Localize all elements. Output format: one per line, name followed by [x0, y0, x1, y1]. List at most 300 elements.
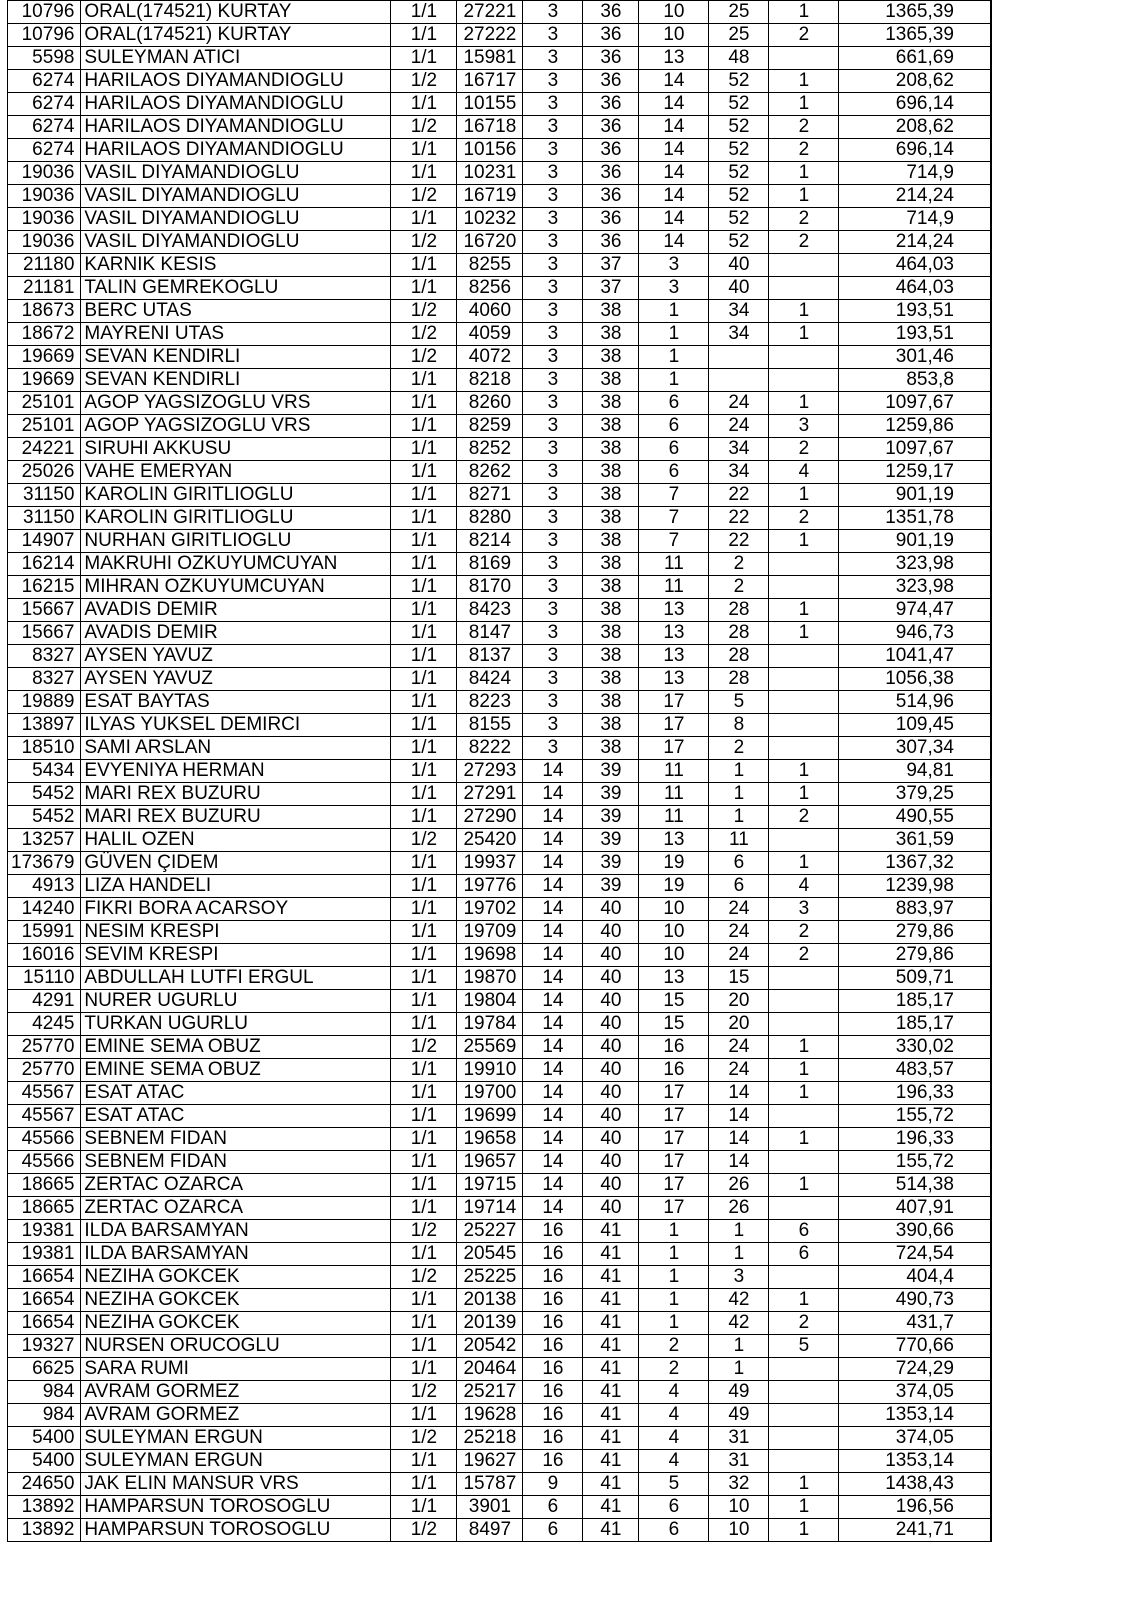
table-row — [8, 553, 991, 576]
plot-a-cell: 19 — [639, 875, 709, 898]
sequence-cell: 2 — [769, 806, 839, 829]
owner-name-cell: MIHRAN OZKUYUMCUYAN — [81, 576, 391, 599]
parcel-no-cell: 8497 — [457, 1519, 523, 1542]
plot-b-cell: 28 — [709, 645, 769, 668]
plot-b-cell: 1 — [709, 1335, 769, 1358]
table-row — [8, 93, 991, 116]
table-row — [8, 1289, 991, 1312]
owner-name-cell: GÜVEN ÇIDEM — [81, 852, 391, 875]
parcel-no-cell: 25225 — [457, 1266, 523, 1289]
block-b-cell: 38 — [583, 369, 639, 392]
block-b-cell: 39 — [583, 783, 639, 806]
record-id-cell: 21180 — [8, 254, 81, 277]
plot-b-cell: 34 — [709, 438, 769, 461]
amount-cell: 490,55 — [839, 806, 991, 829]
block-a-cell: 14 — [523, 1174, 583, 1197]
owner-name-cell: EMINE SEMA OBUZ — [81, 1059, 391, 1082]
plot-a-cell: 11 — [639, 806, 709, 829]
block-a-cell: 3 — [523, 254, 583, 277]
table-row — [8, 875, 991, 898]
record-id-cell: 8327 — [8, 668, 81, 691]
plot-b-cell: 40 — [709, 277, 769, 300]
owner-name-cell: LIZA HANDELI — [81, 875, 391, 898]
record-id-cell: 25026 — [8, 461, 81, 484]
sequence-cell — [769, 576, 839, 599]
record-id-cell: 19381 — [8, 1220, 81, 1243]
share-cell: 1/1 — [391, 1, 457, 24]
amount-cell: 196,33 — [839, 1128, 991, 1151]
record-id-cell: 19036 — [8, 185, 81, 208]
record-id-cell: 5400 — [8, 1427, 81, 1450]
parcel-no-cell: 16718 — [457, 116, 523, 139]
plot-b-cell: 40 — [709, 254, 769, 277]
sequence-cell: 1 — [769, 783, 839, 806]
amount-cell: 724,29 — [839, 1358, 991, 1381]
amount-cell: 196,56 — [839, 1496, 991, 1519]
amount-cell: 1097,67 — [839, 438, 991, 461]
plot-b-cell: 52 — [709, 162, 769, 185]
amount-cell: 214,24 — [839, 231, 991, 254]
parcel-no-cell: 8262 — [457, 461, 523, 484]
record-id-cell: 5434 — [8, 760, 81, 783]
record-id-cell: 18673 — [8, 300, 81, 323]
table-row — [8, 392, 991, 415]
owner-name-cell: VASIL DIYAMANDIOGLU — [81, 185, 391, 208]
block-b-cell: 36 — [583, 208, 639, 231]
block-b-cell: 39 — [583, 760, 639, 783]
table-row — [8, 1427, 991, 1450]
block-a-cell: 3 — [523, 484, 583, 507]
owner-name-cell: SARA RUMI — [81, 1358, 391, 1381]
parcel-no-cell: 10231 — [457, 162, 523, 185]
plot-b-cell: 25 — [709, 24, 769, 47]
share-cell: 1/1 — [391, 369, 457, 392]
block-b-cell: 40 — [583, 921, 639, 944]
block-b-cell: 39 — [583, 875, 639, 898]
owner-name-cell: ESAT BAYTAS — [81, 691, 391, 714]
parcel-no-cell: 19628 — [457, 1404, 523, 1427]
share-cell: 1/1 — [391, 898, 457, 921]
block-b-cell: 38 — [583, 392, 639, 415]
amount-cell: 330,02 — [839, 1036, 991, 1059]
owner-name-cell: HAMPARSUN TOROSOGLU — [81, 1519, 391, 1542]
share-cell: 1/1 — [391, 254, 457, 277]
block-a-cell: 3 — [523, 208, 583, 231]
table-row — [8, 231, 991, 254]
plot-b-cell: 42 — [709, 1289, 769, 1312]
owner-name-cell: ESAT ATAC — [81, 1082, 391, 1105]
parcel-no-cell: 20542 — [457, 1335, 523, 1358]
sequence-cell — [769, 737, 839, 760]
plot-a-cell: 19 — [639, 852, 709, 875]
amount-cell: 185,17 — [839, 990, 991, 1013]
record-id-cell: 14240 — [8, 898, 81, 921]
parcel-no-cell: 25569 — [457, 1036, 523, 1059]
block-a-cell: 3 — [523, 714, 583, 737]
owner-name-cell: HARILAOS DIYAMANDIOGLU — [81, 70, 391, 93]
plot-a-cell: 17 — [639, 1105, 709, 1128]
share-cell: 1/1 — [391, 415, 457, 438]
owner-name-cell: SULEYMAN ERGUN — [81, 1450, 391, 1473]
parcel-no-cell: 8214 — [457, 530, 523, 553]
table-row — [8, 70, 991, 93]
amount-cell: 214,24 — [839, 185, 991, 208]
table-row — [8, 645, 991, 668]
share-cell: 1/1 — [391, 1496, 457, 1519]
parcel-no-cell: 3901 — [457, 1496, 523, 1519]
owner-name-cell: AYSEN YAVUZ — [81, 668, 391, 691]
owner-name-cell: VAHE EMERYAN — [81, 461, 391, 484]
plot-b-cell: 10 — [709, 1496, 769, 1519]
owner-name-cell: NURSEN ORUCOGLU — [81, 1335, 391, 1358]
share-cell: 1/2 — [391, 1427, 457, 1450]
share-cell: 1/2 — [391, 829, 457, 852]
sequence-cell: 1 — [769, 1, 839, 24]
plot-b-cell: 28 — [709, 599, 769, 622]
share-cell: 1/2 — [391, 185, 457, 208]
plot-a-cell: 11 — [639, 783, 709, 806]
amount-cell: 1097,67 — [839, 392, 991, 415]
block-a-cell: 3 — [523, 645, 583, 668]
amount-cell: 661,69 — [839, 47, 991, 70]
plot-a-cell: 14 — [639, 116, 709, 139]
plot-b-cell: 1 — [709, 760, 769, 783]
owner-name-cell: EVYENIYA HERMAN — [81, 760, 391, 783]
block-a-cell: 16 — [523, 1358, 583, 1381]
owner-name-cell: SEVAN KENDIRLI — [81, 369, 391, 392]
block-a-cell: 3 — [523, 1, 583, 24]
table-row — [8, 1450, 991, 1473]
block-a-cell: 14 — [523, 967, 583, 990]
sequence-cell: 1 — [769, 599, 839, 622]
record-id-cell: 4291 — [8, 990, 81, 1013]
plot-a-cell: 17 — [639, 1128, 709, 1151]
block-b-cell: 38 — [583, 645, 639, 668]
parcel-no-cell: 10156 — [457, 139, 523, 162]
plot-b-cell: 14 — [709, 1105, 769, 1128]
plot-a-cell: 6 — [639, 415, 709, 438]
sequence-cell: 2 — [769, 507, 839, 530]
amount-cell: 208,62 — [839, 70, 991, 93]
sequence-cell: 1 — [769, 484, 839, 507]
sequence-cell: 1 — [769, 760, 839, 783]
parcel-no-cell: 4059 — [457, 323, 523, 346]
share-cell: 1/1 — [391, 921, 457, 944]
owner-name-cell: MAYRENI UTAS — [81, 323, 391, 346]
sequence-cell: 2 — [769, 208, 839, 231]
parcel-no-cell: 16720 — [457, 231, 523, 254]
block-b-cell: 40 — [583, 1174, 639, 1197]
table-row — [8, 1243, 991, 1266]
share-cell: 1/1 — [391, 714, 457, 737]
plot-a-cell: 7 — [639, 530, 709, 553]
owner-name-cell: SEVAN KENDIRLI — [81, 346, 391, 369]
owner-name-cell: MARI REX BUZURU — [81, 783, 391, 806]
plot-a-cell: 10 — [639, 944, 709, 967]
share-cell: 1/2 — [391, 1519, 457, 1542]
plot-a-cell: 14 — [639, 208, 709, 231]
plot-b-cell: 1 — [709, 1243, 769, 1266]
sequence-cell: 1 — [769, 392, 839, 415]
block-b-cell: 41 — [583, 1496, 639, 1519]
plot-a-cell: 15 — [639, 1013, 709, 1036]
share-cell: 1/1 — [391, 208, 457, 231]
parcel-no-cell: 8255 — [457, 254, 523, 277]
sequence-cell — [769, 1358, 839, 1381]
block-b-cell: 40 — [583, 944, 639, 967]
table-row — [8, 1082, 991, 1105]
parcel-no-cell: 8169 — [457, 553, 523, 576]
share-cell: 1/1 — [391, 967, 457, 990]
plot-a-cell: 14 — [639, 93, 709, 116]
record-id-cell: 16654 — [8, 1289, 81, 1312]
share-cell: 1/1 — [391, 1404, 457, 1427]
block-b-cell: 38 — [583, 576, 639, 599]
record-id-cell: 13257 — [8, 829, 81, 852]
plot-a-cell: 6 — [639, 392, 709, 415]
plot-b-cell: 1 — [709, 1358, 769, 1381]
plot-b-cell: 6 — [709, 852, 769, 875]
table-row — [8, 1381, 991, 1404]
plot-a-cell: 10 — [639, 898, 709, 921]
owner-name-cell: NURHAN GIRITLIOGLU — [81, 530, 391, 553]
parcel-no-cell: 8424 — [457, 668, 523, 691]
parcel-no-cell: 8271 — [457, 484, 523, 507]
plot-a-cell: 7 — [639, 484, 709, 507]
sequence-cell: 2 — [769, 944, 839, 967]
record-id-cell: 19889 — [8, 691, 81, 714]
block-b-cell: 36 — [583, 70, 639, 93]
owner-name-cell: NESIM KRESPI — [81, 921, 391, 944]
plot-b-cell: 52 — [709, 93, 769, 116]
sequence-cell — [769, 829, 839, 852]
records-table-body — [8, 1, 991, 1542]
parcel-no-cell: 8252 — [457, 438, 523, 461]
amount-cell: 323,98 — [839, 576, 991, 599]
share-cell: 1/2 — [391, 116, 457, 139]
plot-a-cell: 1 — [639, 1220, 709, 1243]
owner-name-cell: HARILAOS DIYAMANDIOGLU — [81, 139, 391, 162]
plot-b-cell: 8 — [709, 714, 769, 737]
plot-b-cell: 2 — [709, 737, 769, 760]
block-a-cell: 3 — [523, 599, 583, 622]
owner-name-cell: JAK ELIN MANSUR VRS — [81, 1473, 391, 1496]
sequence-cell: 1 — [769, 162, 839, 185]
block-b-cell: 41 — [583, 1450, 639, 1473]
block-a-cell: 14 — [523, 760, 583, 783]
block-b-cell: 40 — [583, 898, 639, 921]
record-id-cell: 4245 — [8, 1013, 81, 1036]
amount-cell: 379,25 — [839, 783, 991, 806]
plot-a-cell: 13 — [639, 967, 709, 990]
sequence-cell: 1 — [769, 1519, 839, 1542]
table-row — [8, 369, 991, 392]
plot-a-cell: 17 — [639, 1151, 709, 1174]
block-a-cell: 3 — [523, 668, 583, 691]
plot-a-cell: 4 — [639, 1427, 709, 1450]
table-row — [8, 1013, 991, 1036]
record-id-cell: 16016 — [8, 944, 81, 967]
block-a-cell: 3 — [523, 162, 583, 185]
parcel-no-cell: 8223 — [457, 691, 523, 714]
owner-name-cell: SEBNEM FIDAN — [81, 1151, 391, 1174]
sequence-cell — [769, 645, 839, 668]
parcel-no-cell: 19657 — [457, 1151, 523, 1174]
block-b-cell: 37 — [583, 277, 639, 300]
plot-b-cell: 31 — [709, 1450, 769, 1473]
sequence-cell — [769, 714, 839, 737]
record-id-cell: 24221 — [8, 438, 81, 461]
plot-b-cell: 49 — [709, 1404, 769, 1427]
owner-name-cell: AGOP YAGSIZOGLU VRS — [81, 392, 391, 415]
table-row — [8, 921, 991, 944]
block-b-cell: 40 — [583, 1082, 639, 1105]
owner-name-cell: VASIL DIYAMANDIOGLU — [81, 162, 391, 185]
sequence-cell: 1 — [769, 1473, 839, 1496]
plot-a-cell: 1 — [639, 1243, 709, 1266]
amount-cell: 514,96 — [839, 691, 991, 714]
plot-a-cell: 13 — [639, 622, 709, 645]
owner-name-cell: NEZIHA GOKCEK — [81, 1266, 391, 1289]
plot-b-cell: 22 — [709, 530, 769, 553]
record-id-cell: 45567 — [8, 1105, 81, 1128]
plot-a-cell: 6 — [639, 438, 709, 461]
block-a-cell: 3 — [523, 139, 583, 162]
plot-a-cell: 16 — [639, 1059, 709, 1082]
table-row — [8, 346, 991, 369]
share-cell: 1/1 — [391, 944, 457, 967]
amount-cell: 1367,32 — [839, 852, 991, 875]
block-a-cell: 3 — [523, 530, 583, 553]
block-b-cell: 36 — [583, 93, 639, 116]
parcel-no-cell: 8137 — [457, 645, 523, 668]
block-a-cell: 16 — [523, 1381, 583, 1404]
block-b-cell: 37 — [583, 254, 639, 277]
parcel-no-cell: 16717 — [457, 70, 523, 93]
block-a-cell: 9 — [523, 1473, 583, 1496]
owner-name-cell: ORAL(174521) KURTAY — [81, 24, 391, 47]
block-a-cell: 16 — [523, 1220, 583, 1243]
block-a-cell: 3 — [523, 622, 583, 645]
owner-name-cell: ZERTAC OZARCA — [81, 1174, 391, 1197]
sequence-cell: 1 — [769, 93, 839, 116]
block-b-cell: 40 — [583, 1036, 639, 1059]
sequence-cell — [769, 1450, 839, 1473]
share-cell: 1/1 — [391, 1358, 457, 1381]
block-a-cell: 6 — [523, 1519, 583, 1542]
block-a-cell: 14 — [523, 1151, 583, 1174]
block-b-cell: 40 — [583, 990, 639, 1013]
record-id-cell: 21181 — [8, 277, 81, 300]
record-id-cell: 19381 — [8, 1243, 81, 1266]
block-b-cell: 40 — [583, 1151, 639, 1174]
sequence-cell: 6 — [769, 1243, 839, 1266]
owner-name-cell: TALIN GEMREKOGLU — [81, 277, 391, 300]
owner-name-cell: AVRAM GORMEZ — [81, 1404, 391, 1427]
owner-name-cell: AYSEN YAVUZ — [81, 645, 391, 668]
owner-name-cell: VASIL DIYAMANDIOGLU — [81, 208, 391, 231]
plot-a-cell: 1 — [639, 346, 709, 369]
owner-name-cell: SULEYMAN ATICI — [81, 47, 391, 70]
owner-name-cell: HALIL OZEN — [81, 829, 391, 852]
parcel-no-cell: 15981 — [457, 47, 523, 70]
plot-a-cell: 1 — [639, 1266, 709, 1289]
parcel-no-cell: 19699 — [457, 1105, 523, 1128]
plot-b-cell: 14 — [709, 1082, 769, 1105]
owner-name-cell: NEZIHA GOKCEK — [81, 1312, 391, 1335]
amount-cell: 901,19 — [839, 530, 991, 553]
sequence-cell: 1 — [769, 70, 839, 93]
block-b-cell: 38 — [583, 438, 639, 461]
plot-a-cell: 17 — [639, 737, 709, 760]
amount-cell: 193,51 — [839, 323, 991, 346]
plot-a-cell: 1 — [639, 1289, 709, 1312]
sequence-cell: 1 — [769, 323, 839, 346]
plot-b-cell: 52 — [709, 70, 769, 93]
plot-a-cell: 7 — [639, 507, 709, 530]
table-row — [8, 599, 991, 622]
plot-a-cell: 13 — [639, 829, 709, 852]
sequence-cell: 2 — [769, 921, 839, 944]
share-cell: 1/1 — [391, 1289, 457, 1312]
block-b-cell: 41 — [583, 1289, 639, 1312]
plot-a-cell: 10 — [639, 921, 709, 944]
parcel-no-cell: 8260 — [457, 392, 523, 415]
record-id-cell: 15110 — [8, 967, 81, 990]
record-id-cell: 25770 — [8, 1036, 81, 1059]
owner-name-cell: SEVIM KRESPI — [81, 944, 391, 967]
amount-cell: 155,72 — [839, 1151, 991, 1174]
amount-cell: 196,33 — [839, 1082, 991, 1105]
owner-name-cell: EMINE SEMA OBUZ — [81, 1036, 391, 1059]
record-id-cell: 25101 — [8, 415, 81, 438]
parcel-no-cell: 8280 — [457, 507, 523, 530]
parcel-no-cell: 19714 — [457, 1197, 523, 1220]
amount-cell: 464,03 — [839, 277, 991, 300]
record-id-cell: 31150 — [8, 484, 81, 507]
amount-cell: 301,46 — [839, 346, 991, 369]
plot-a-cell: 2 — [639, 1335, 709, 1358]
parcel-no-cell: 8423 — [457, 599, 523, 622]
table-row — [8, 1197, 991, 1220]
parcel-no-cell: 25218 — [457, 1427, 523, 1450]
sequence-cell — [769, 1105, 839, 1128]
plot-b-cell: 28 — [709, 622, 769, 645]
share-cell: 1/2 — [391, 231, 457, 254]
table-row — [8, 1519, 991, 1542]
record-id-cell: 16214 — [8, 553, 81, 576]
table-row — [8, 530, 991, 553]
share-cell: 1/1 — [391, 760, 457, 783]
table-row — [8, 1105, 991, 1128]
plot-a-cell: 17 — [639, 1082, 709, 1105]
plot-a-cell: 15 — [639, 990, 709, 1013]
amount-cell: 1351,78 — [839, 507, 991, 530]
amount-cell: 307,34 — [839, 737, 991, 760]
block-a-cell: 3 — [523, 277, 583, 300]
table-row — [8, 1335, 991, 1358]
sequence-cell: 1 — [769, 1289, 839, 1312]
block-b-cell: 41 — [583, 1220, 639, 1243]
owner-name-cell: HARILAOS DIYAMANDIOGLU — [81, 93, 391, 116]
record-id-cell: 10796 — [8, 1, 81, 24]
block-a-cell: 3 — [523, 116, 583, 139]
plot-a-cell: 14 — [639, 185, 709, 208]
parcel-no-cell: 8155 — [457, 714, 523, 737]
parcel-no-cell: 27293 — [457, 760, 523, 783]
plot-b-cell: 52 — [709, 116, 769, 139]
records-table — [7, 0, 992, 1542]
